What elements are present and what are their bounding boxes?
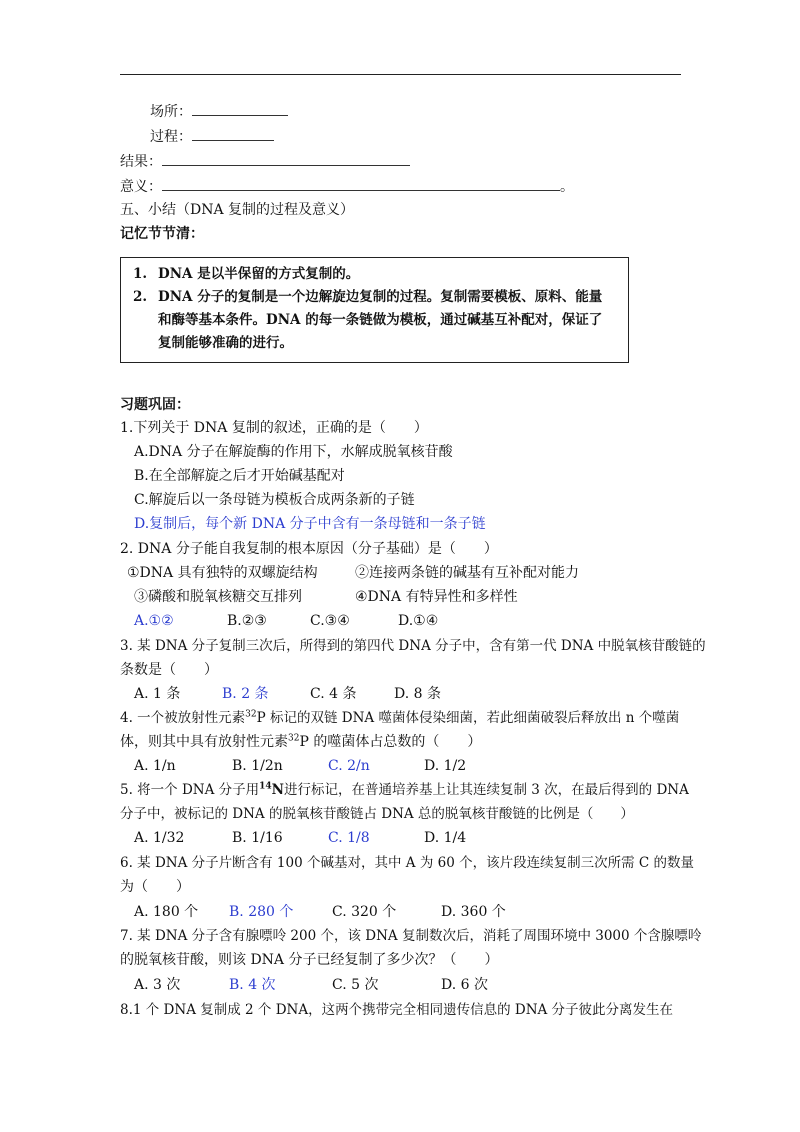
q3-line-2: 条数是（ ） — [120, 662, 218, 678]
q6-option-a: A. 180 个 — [134, 904, 199, 920]
memory-item-1-num: 1. — [133, 266, 148, 282]
significance-label: 意义： — [120, 179, 162, 195]
q7-option-d: D. 6 次 — [441, 977, 488, 993]
q1-stem: 1.下列关于 DNA 复制的叙述，正确的是（ ） — [120, 420, 428, 436]
q7-line-1: 7. 某 DNA 分子含有腺嘌呤 200 个，该 DNA 复制数次后，消耗了周围环境中 3000 个含腺嘌呤 — [120, 928, 702, 944]
location-line — [150, 101, 288, 122]
process-line — [150, 126, 274, 147]
result-line — [120, 151, 410, 172]
q5-line-1-post: 进行标记，在普通培养基上让其连续复制 3 次，在最后得到的 DNA — [284, 782, 689, 798]
q7-line-2: 的脱氧核苷酸，则该 DNA 分子已经复制了多少次？（ ） — [120, 952, 499, 968]
q4-line-1-post: P 标记的双链 DNA 噬菌体侵染细菌，若此细菌破裂后释放出 n 个噬菌 — [256, 710, 680, 726]
q3-option-c: C. 4 条 — [310, 686, 357, 702]
q4-line-1 — [120, 708, 679, 728]
q3-option-a: A. 1 条 — [134, 686, 181, 702]
q2-option-c: C.③④ — [310, 613, 350, 629]
q2-statement-2: ②连接两条链的碱基有互补配对能力 — [355, 565, 579, 581]
q7-option-c: C. 5 次 — [332, 977, 379, 993]
q7-option-a: A. 3 次 — [134, 977, 181, 993]
q8-line-1: 8.1 个 DNA 复制成 2 个 DNA，这两个携带完全相同遗传信息的 DNA 分子彼此分离发生在 — [120, 1002, 674, 1018]
q6-option-d: D. 360 个 — [441, 904, 506, 920]
q5-n: N — [271, 782, 285, 798]
q5-line-1-pre: 5. 将一个 DNA 分子用 — [120, 782, 260, 798]
q2-statement-3: ③磷酸和脱氧核糖交互排列 — [134, 589, 302, 605]
process-blank[interactable] — [192, 126, 274, 141]
q5-sup: 14 — [259, 781, 272, 792]
q4-line-2-pre: 体，则其中具有放射性元素 — [120, 734, 288, 750]
q5-option-a: A. 1/32 — [134, 830, 185, 846]
q5-line-1 — [120, 780, 689, 800]
q4-option-c: C. 2/n — [328, 758, 370, 774]
q6-line-2: 为（ ） — [120, 879, 190, 895]
memory-box — [120, 257, 629, 363]
end-period: 。 — [560, 179, 574, 195]
q1-option-d: D.复制后，每个新 DNA 分子中含有一条母链和一条子链 — [134, 516, 486, 532]
memory-item-2 — [133, 287, 602, 307]
significance-line — [120, 176, 574, 197]
q2-option-a: A.①② — [134, 613, 174, 629]
q5-option-b: B. 1/16 — [232, 830, 283, 846]
q4-option-a: A. 1/n — [134, 758, 176, 774]
q6-option-c: C. 320 个 — [332, 904, 397, 920]
q2-option-d: D.①④ — [398, 613, 439, 629]
memory-item-1 — [133, 264, 359, 284]
q2-statement-4: ④DNA 有特异性和多样性 — [355, 589, 518, 605]
q4-line-1-pre: 4. 一个被放射性元素 — [120, 710, 246, 726]
q2-option-b: B.②③ — [227, 613, 267, 629]
q2-stem: 2. DNA 分子能自我复制的根本原因（分子基础）是（ ） — [120, 541, 498, 557]
memory-heading: 记忆节节清： — [120, 226, 204, 242]
process-label: 过程： — [150, 129, 192, 145]
q1-option-c: C.解旋后以一条母链为模板合成两条新的子链 — [134, 492, 415, 508]
header-rule — [120, 74, 681, 75]
q4-line-2-post: P 的噬菌体占总数的（ ） — [299, 734, 482, 750]
q4-sup-1: 32 — [245, 709, 257, 720]
q6-line-1: 6. 某 DNA 分子片断含有 100 个碱基对，其中 A 为 60 个，该片段连续复制三次所需 C 的数量 — [120, 855, 694, 871]
q1-option-b: B.在全部解旋之后才开始碱基配对 — [134, 468, 345, 484]
memory-item-2-line3: 复制能够准确的进行。 — [158, 335, 293, 351]
q4-option-d: D. 1/2 — [424, 758, 467, 774]
q5-option-d: D. 1/4 — [424, 830, 467, 846]
q7-option-b: B. 4 次 — [229, 977, 276, 993]
significance-blank[interactable] — [162, 176, 560, 191]
q4-option-b: B. 1/2n — [232, 758, 283, 774]
memory-item-2-num: 2. — [133, 289, 148, 305]
q4-sup-2: 32 — [288, 733, 300, 744]
q1-option-a: A.DNA 分子在解旋酶的作用下，水解成脱氧核苷酸 — [134, 444, 453, 460]
memory-item-1-text: DNA 是以半保留的方式复制的。 — [158, 266, 360, 282]
location-blank[interactable] — [192, 101, 288, 116]
q3-line-1: 3. 某 DNA 分子复制三次后，所得到的第四代 DNA 分子中，含有第一代 DNA 中脱氧核苷酸链的 — [120, 638, 706, 654]
memory-item-2-line2: 和酶等基本条件。DNA 的每一条链做为模板，通过碱基互补配对，保证了 — [158, 312, 603, 328]
q6-option-b: B. 280 个 — [229, 904, 294, 920]
memory-item-2-line1: DNA 分子的复制是一个边解旋边复制的过程。复制需要模板、原料、能量 — [158, 289, 603, 305]
q5-line-2: 分子中，被标记的 DNA 的脱氧核苷酸链占 DNA 总的脱氧核苷酸链的比例是（ ） — [120, 806, 634, 822]
q2-statement-1: ①DNA 具有独特的双螺旋结构 — [127, 565, 318, 581]
exercise-heading: 习题巩固： — [120, 397, 190, 413]
result-blank[interactable] — [162, 151, 410, 166]
q4-line-2 — [120, 732, 481, 752]
location-label: 场所： — [150, 104, 192, 120]
result-label: 结果： — [120, 154, 162, 170]
q3-option-d: D. 8 条 — [394, 686, 441, 702]
q3-option-b: B. 2 条 — [222, 686, 269, 702]
section-summary: 五、小结（DNA 复制的过程及意义） — [120, 202, 355, 218]
q5-option-c: C. 1/8 — [328, 830, 370, 846]
